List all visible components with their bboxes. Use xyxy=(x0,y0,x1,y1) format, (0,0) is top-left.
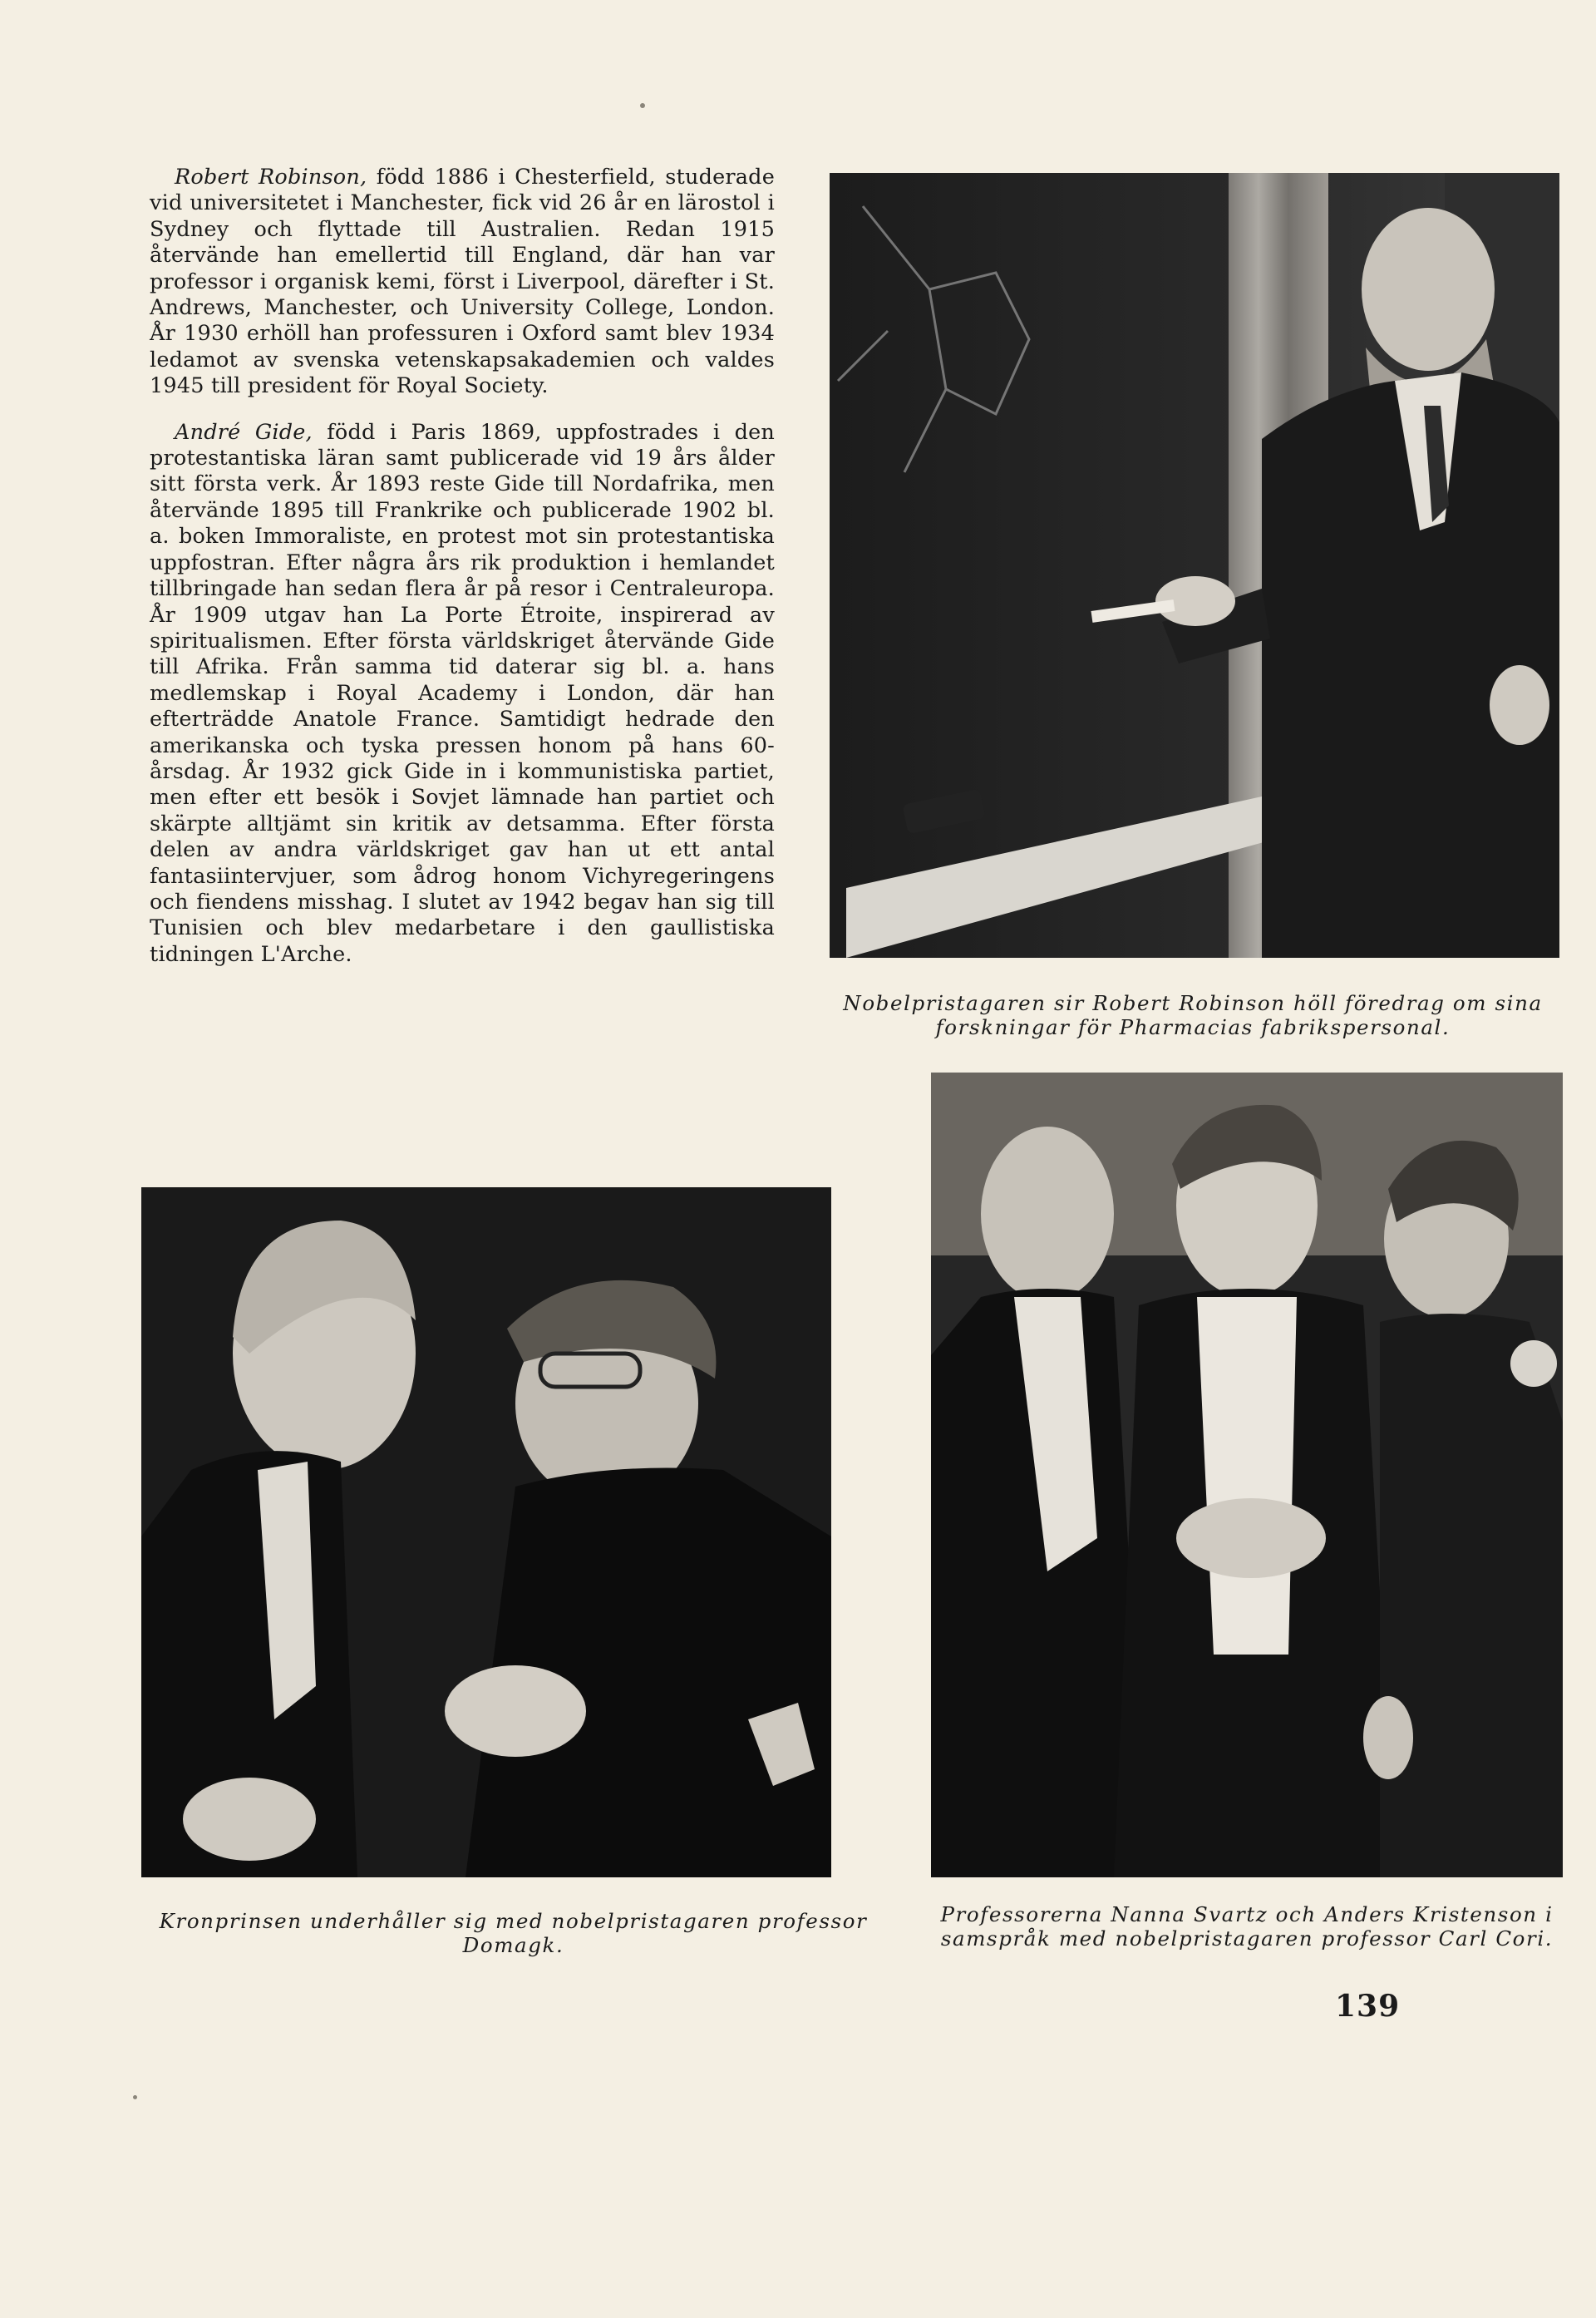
gide-name: André Gide, xyxy=(175,419,313,445)
cori-photo-caption: Professorerna Nanna Svartz och Anders Kristenson i samspråk med nobelpristagaren professor Carl Cori. xyxy=(940,1902,1554,1951)
print-speck xyxy=(133,2095,137,2099)
page-number: 139 xyxy=(1335,1989,1401,2024)
robinson-lecture-image xyxy=(830,173,1559,958)
domagk-photo-caption: Kronprinsen underhåller sig med nobelpristagaren professor Domagk. xyxy=(159,1909,868,1957)
cori-photo xyxy=(931,1073,1563,1877)
robinson-lecture-photo xyxy=(830,173,1559,958)
domagk-image xyxy=(141,1187,831,1877)
cori-image xyxy=(931,1073,1563,1877)
robinson-name: Robert Robinson, xyxy=(175,165,367,190)
article-text xyxy=(150,165,775,988)
domagk-photo xyxy=(141,1187,831,1877)
gide-bio: född i Paris 1869, uppfostrades i den protestantiska läran samt publicerade vid 19 års ålder sitt första verk. År 1893 reste Gide till Nordafrika, men återvände 1895 till Frankrike och publicerade 1902 bl. a. boken Immoraliste, en protest mot sin protestantiska uppfostran. Efter några års rik produktion i hemlandet tillbringade han sedan flera år på resor i Centraleuropa. År 1909 utgav han La Porte Étroite, inspirerad av spiritualismen. Efter första världskriget återvände Gide till Afrika. Från samma tid daterar sig bl. a. hans medlemskap i Royal Academy i London, där han efterträdde Anatole France. Samtidigt hedrade den amerikanska och tyska pressen honom på hans 60-årsdag. År 1932 gick Gide in i kommunistiska partiet, men efter ett besök i Sovjet lämnade han partiet och skärpte alltjämt sin kritik av detsamma. Efter första delen av andra världskriget gav han ut ett antal fantasiintervjuer, som ådrog honom Vichyregeringens och fiendens misshag. I slutet av 1942 begav han sig till Tunisien och blev medarbetare i den gaullistiska tidningen L'Arche. xyxy=(150,419,776,967)
robinson-bio: född 1886 i Chesterfield, studerade vid universitetet i Manchester, fick vid 26 år en lärostol i Sydney och flyttade till Australien. Redan 1915 återvände han emellertid till England, där han var professor i organisk kemi, först i Liverpool, därefter i St. Andrews, Manchester, och University College, London. År 1930 erhöll han professuren i Oxford samt blev 1934 ledamot av svenska vetenskapsakademien och valdes 1945 till president för Royal Society. xyxy=(150,165,775,399)
print-speck xyxy=(640,103,645,108)
robinson-photo-caption: Nobelpristagaren sir Robert Robinson höll föredrag om sina forskningar för Pharmacias fabrikspersonal. xyxy=(843,991,1543,1039)
robinson-paragraph xyxy=(150,165,775,400)
gide-paragraph xyxy=(150,420,775,969)
